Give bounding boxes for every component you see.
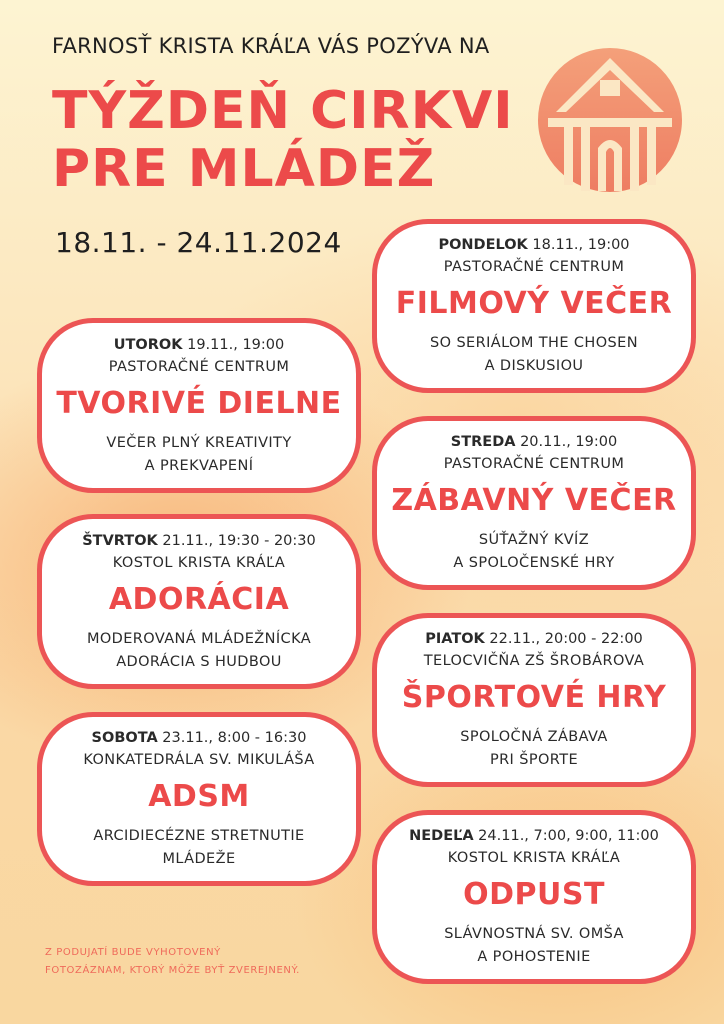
event-name: ADSM xyxy=(148,779,250,814)
event-desc-line-2: A PREKVAPENÍ xyxy=(144,457,254,474)
event-name: ŠPORTOVÉ HRY xyxy=(401,680,667,715)
event-description xyxy=(460,726,608,772)
event-desc-line-2: A SPOLOČENSKÉ HRY xyxy=(453,555,615,571)
event-day: STREDA xyxy=(450,434,516,450)
event-when xyxy=(114,334,284,356)
event-desc-line-2: ADORÁCIA S HUDBOU xyxy=(116,653,282,670)
event-day: ŠTVRTOK xyxy=(82,532,158,549)
event-place: PASTORAČNÉ CENTRUM xyxy=(443,456,625,472)
event-card-saturday xyxy=(37,712,361,886)
event-when xyxy=(92,727,307,749)
event-desc-line-1: ARCIDIECÉZNE STRETNUTIE xyxy=(93,828,305,844)
church-icon xyxy=(534,44,686,196)
event-description xyxy=(430,332,638,378)
event-card-wednesday xyxy=(372,416,696,590)
event-card-monday xyxy=(372,219,696,393)
event-description xyxy=(106,432,291,478)
event-time: 24.11., 7:00, 9:00, 11:00 xyxy=(473,828,659,844)
event-desc-line-1: VEČER PLNÝ KREATIVITY xyxy=(106,434,292,451)
event-description xyxy=(444,923,624,969)
event-time: 20.11., 19:00 xyxy=(515,434,618,450)
event-day: NEDEĽA xyxy=(409,828,474,844)
event-card-friday xyxy=(372,613,696,787)
photo-notice-line-2: FOTOZÁZNAM, KTORÝ MÔŽE BYŤ ZVEREJNENÝ. xyxy=(45,965,300,976)
event-day: SOBOTA xyxy=(91,730,158,746)
event-place: TELOCVIČŇA ZŠ ŠROBÁROVA xyxy=(423,653,645,669)
event-time: 22.11., 20:00 - 22:00 xyxy=(484,631,643,647)
event-name: ODPUST xyxy=(463,877,605,912)
event-day: PIATOK xyxy=(425,631,485,647)
event-desc-line-2: PRI ŠPORTE xyxy=(489,752,579,768)
event-desc-line-1: SO SERIÁLOM THE CHOSEN xyxy=(430,335,638,351)
event-card-sunday xyxy=(372,810,696,984)
event-desc-line-2: A POHOSTENIE xyxy=(477,949,591,965)
event-place: PASTORAČNÉ CENTRUM xyxy=(108,358,290,375)
event-description xyxy=(453,529,614,575)
event-when xyxy=(425,628,643,650)
event-when xyxy=(438,234,629,256)
title-line-2: PRE MLÁDEŽ xyxy=(52,139,436,199)
event-when xyxy=(451,431,617,453)
event-desc-line-1: SLÁVNOSTNÁ SV. OMŠA xyxy=(444,926,624,942)
event-name: ZÁBAVNÝ VEČER xyxy=(391,483,677,518)
event-desc-line-2: A DISKUSIOU xyxy=(484,358,584,374)
event-time: 19.11., 19:00 xyxy=(182,336,285,353)
event-description xyxy=(93,825,304,871)
event-time: 18.11., 19:00 xyxy=(527,237,630,253)
event-card-thursday xyxy=(37,514,361,689)
page-title xyxy=(52,82,514,198)
date-range: 18.11. - 24.11.2024 xyxy=(55,226,342,259)
event-time: 21.11., 19:30 - 20:30 xyxy=(157,532,316,549)
event-day: PONDELOK xyxy=(438,237,528,253)
event-card-tuesday xyxy=(37,318,361,493)
event-time: 23.11., 8:00 - 16:30 xyxy=(157,730,307,746)
event-name: ADORÁCIA xyxy=(108,581,290,617)
event-place: PASTORAČNÉ CENTRUM xyxy=(443,259,625,275)
event-when xyxy=(82,530,316,552)
event-desc-line-1: MODEROVANÁ MLÁDEŽNÍCKA xyxy=(86,630,312,647)
event-desc-line-1: SÚŤAŽNÝ KVÍZ xyxy=(478,532,590,548)
event-name: FILMOVÝ VEČER xyxy=(395,286,673,321)
event-place: KOSTOL KRISTA KRÁĽA xyxy=(447,850,621,866)
event-desc-line-2: MLÁDEŽE xyxy=(162,851,236,867)
event-place: KONKATEDRÁLA SV. MIKULÁŠA xyxy=(83,752,315,768)
event-day: UTOROK xyxy=(113,336,183,353)
event-place: KOSTOL KRISTA KRÁĽA xyxy=(112,554,286,571)
event-desc-line-1: SPOLOČNÁ ZÁBAVA xyxy=(460,729,608,745)
photo-notice-line-1: Z PODUJATÍ BUDE VYHOTOVENÝ xyxy=(45,947,221,958)
event-description xyxy=(87,628,311,674)
title-line-1: TÝŽDEŇ CIRKVI xyxy=(52,81,514,141)
event-when xyxy=(409,825,659,847)
event-name: TVORIVÉ DIELNE xyxy=(56,385,342,421)
photo-notice xyxy=(45,944,300,980)
intro-text: FARNOSŤ KRISTA KRÁĽA VÁS POZÝVA NA xyxy=(52,34,490,58)
